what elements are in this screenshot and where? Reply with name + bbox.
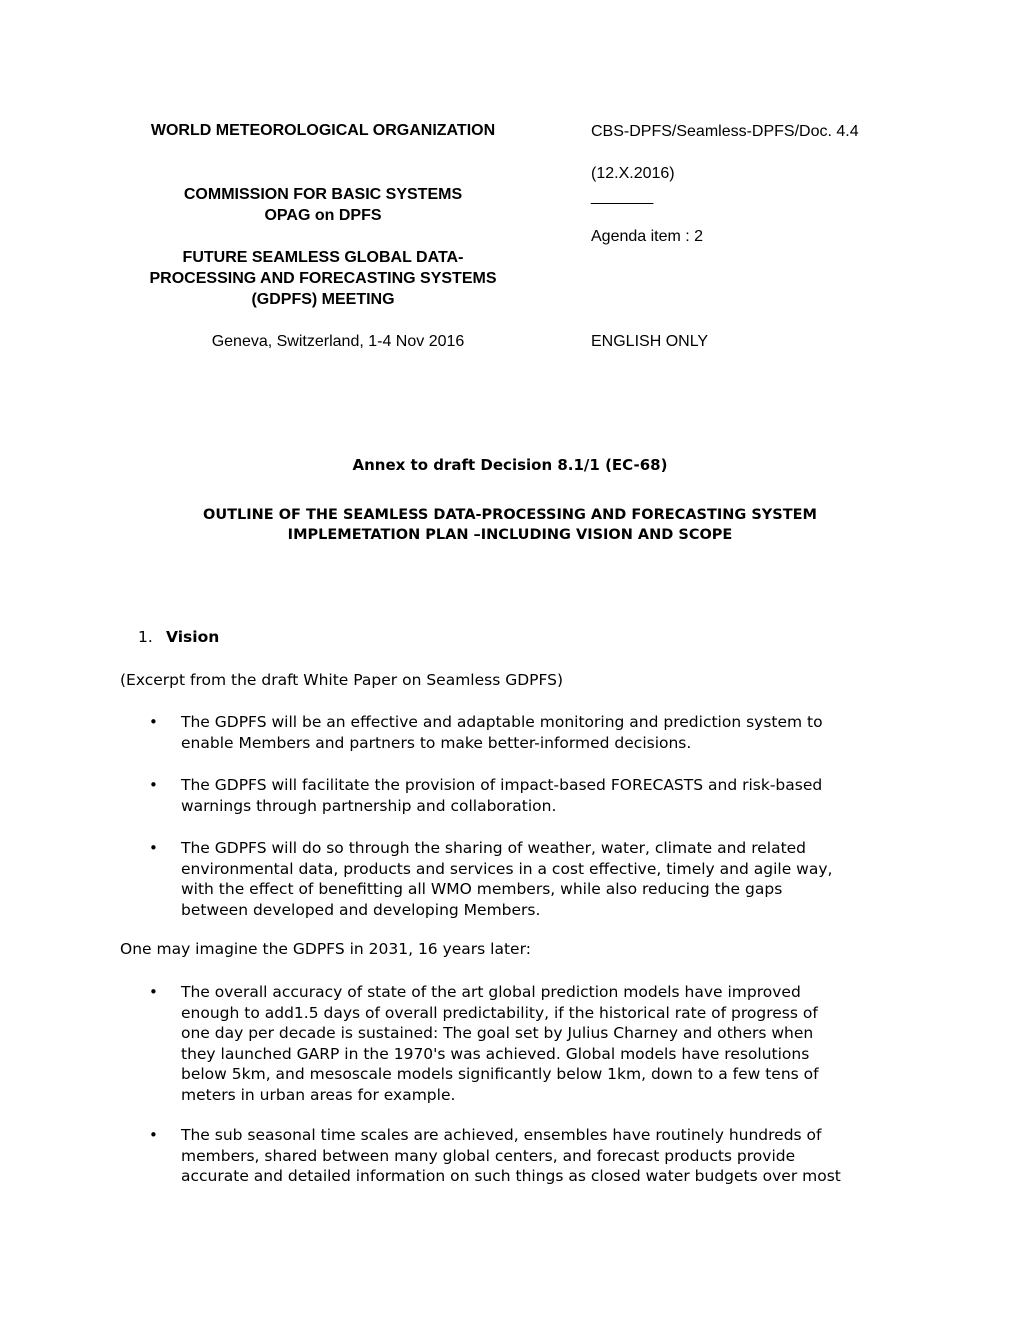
meeting-title-line1: FUTURE SEAMLESS GLOBAL DATA- [182, 249, 464, 266]
bullet-line: The GDPFS will be an effective and adaptable monitoring and prediction system to [181, 713, 823, 731]
header-rule: _______ [591, 188, 654, 205]
bullet-icon: • [149, 776, 158, 794]
bullet-line: members, shared between many global centers, and forecast products provide [181, 1146, 796, 1165]
bullet-icon: • [149, 983, 158, 1001]
bullet-line: The GDPFS will do so through the sharing of weather, water, climate and related [181, 839, 807, 857]
outline-title-line2: IMPLEMETATION PLAN –INCLUDING VISION AND SCOPE [287, 527, 733, 543]
annex-title: Annex to draft Decision 8.1/1 (EC-68) [352, 456, 668, 474]
bullet-line: accurate and detailed information on such things as closed water budgets over most [181, 1167, 841, 1185]
bullet-line: they launched GARP in the 1970's was achieved. Global models have resolutions [181, 1044, 810, 1063]
bullet-line: environmental data, products and services in a cost effective, timely and agile way, [181, 859, 833, 878]
meeting-title-line3: (GDPFS) MEETING [251, 291, 395, 308]
bullet-line: enough to add1.5 days of overall predictability, if the historical rate of progress of [181, 1003, 818, 1022]
document-reference: CBS-DPFS/Seamless-DPFS/Doc. 4.4 [591, 123, 859, 140]
bullet-line: The overall accuracy of state of the art global prediction models have improved [181, 983, 801, 1001]
bullet-icon: • [149, 1126, 158, 1144]
language-note: ENGLISH ONLY [591, 333, 709, 350]
section-number: 1. [138, 628, 153, 646]
excerpt-note: (Excerpt from the draft White Paper on Seamless GDPFS) [120, 671, 564, 689]
bullet-line: warnings through partnership and collaboration. [181, 796, 557, 815]
bullet-line: enable Members and partners to make better-informed decisions. [181, 733, 692, 752]
agenda-item: Agenda item : 2 [591, 228, 704, 245]
section-heading: Vision [166, 628, 220, 646]
opag-name: OPAG on DPFS [264, 207, 382, 224]
bullet-icon: • [149, 839, 158, 857]
document-date: (12.X.2016) [591, 165, 675, 182]
bullet-icon: • [149, 713, 158, 731]
bullet-line: meters in urban areas for example. [181, 1085, 456, 1104]
outline-title-line1: OUTLINE OF THE SEAMLESS DATA-PROCESSING AND FORECASTING SYSTEM [203, 507, 817, 523]
meeting-title-line2: PROCESSING AND FORECASTING SYSTEMS [149, 270, 497, 287]
bullet-line: one day per decade is sustained: The goal set by Julius Charney and others when [181, 1024, 814, 1042]
imagine-paragraph: One may imagine the GDPFS in 2031, 16 years later: [120, 940, 531, 958]
organization-name: WORLD METEOROLOGICAL ORGANIZATION [150, 122, 496, 139]
bullet-line: with the effect of benefitting all WMO members, while also reducing the gaps [181, 880, 783, 898]
commission-name: COMMISSION FOR BASIC SYSTEMS [183, 186, 463, 203]
bullet-line: below 5km, and mesoscale models significantly below 1km, down to a few tens of [181, 1065, 819, 1083]
bullet-line: between developed and developing Members. [181, 900, 541, 919]
bullet-line: The sub seasonal time scales are achieved, ensembles have routinely hundreds of [181, 1126, 822, 1144]
bullet-line: The GDPFS will facilitate the provision of impact-based FORECASTS and risk-based [181, 776, 823, 794]
meeting-location: Geneva, Switzerland, 1-4 Nov 2016 [211, 333, 465, 350]
